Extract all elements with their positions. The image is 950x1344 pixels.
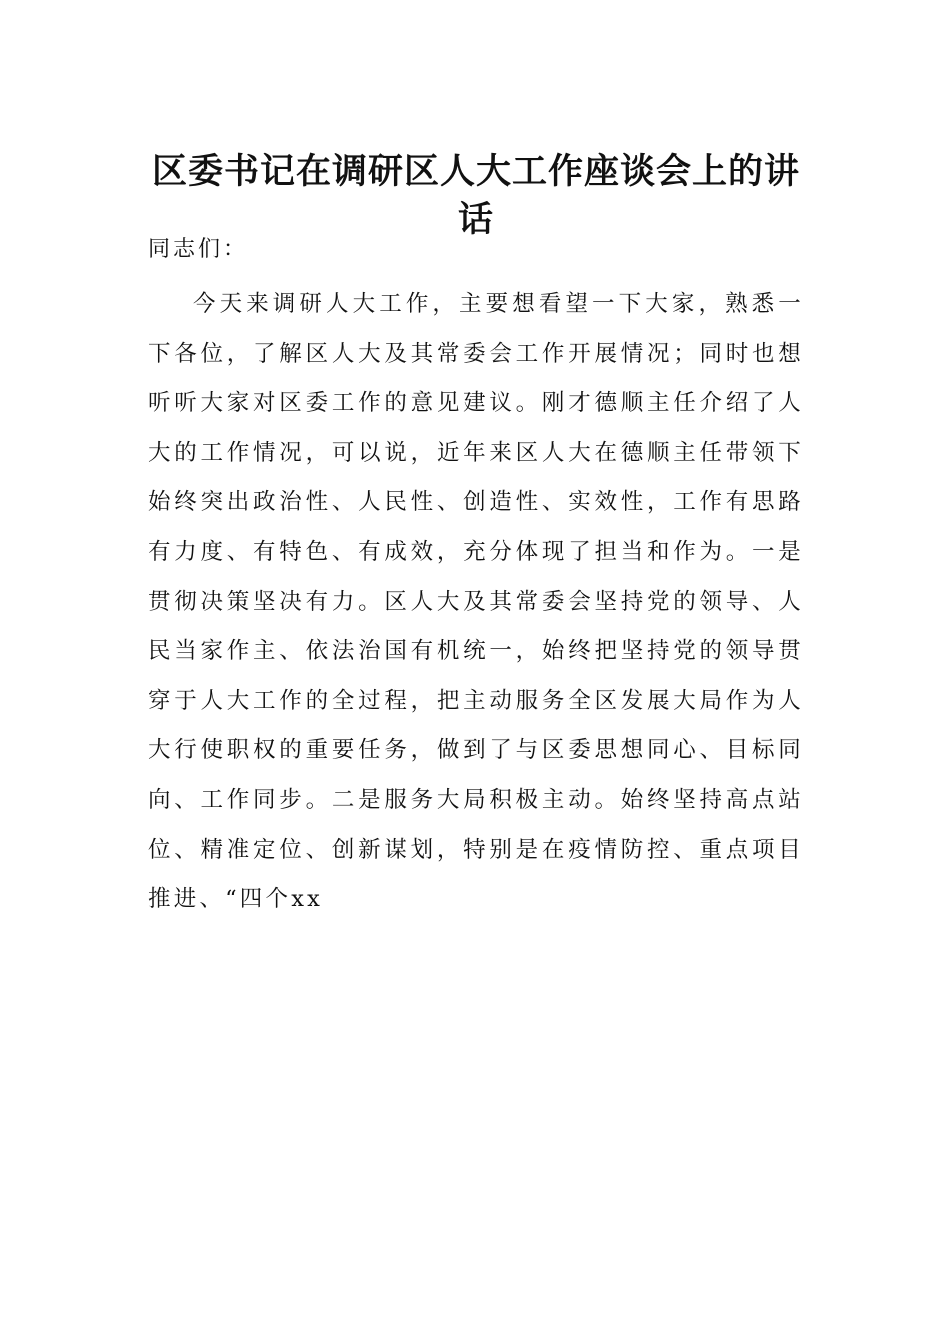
body-paragraph: 今天来调研人大工作，主要想看望一下大家，熟悉一下各位，了解区人大及其常委会工作开展情况；同时也想听听大家对区委工作的意见建议。刚才德顺主任介绍了人大的工作情况，可以说，近年来区人大在德顺主任带领下始终突出政治性、人民性、创造性、实效性，工作有思路有力度、有特色、有成效，充分体现了担当和作为。一是贯彻决策坚决有力。区人大及其常委会坚持党的领导、人民当家作主、依法治国有机统一，始终把坚持党的领导贯穿于人大工作的全过程，把主动服务全区发展大局作为人大行使职权的重要任务，做到了与区委思想同心、目标同向、工作同步。二是服务大局积极主动。始终坚持高点站位、精准定位、创新谋划，特别是在疫情防控、重点项目推进、“四个xx [148, 291, 804, 913]
document-title: 区委书记在调研区人大工作座谈会上的讲话 [151, 151, 800, 241]
salutation: 同志们： [148, 237, 249, 262]
